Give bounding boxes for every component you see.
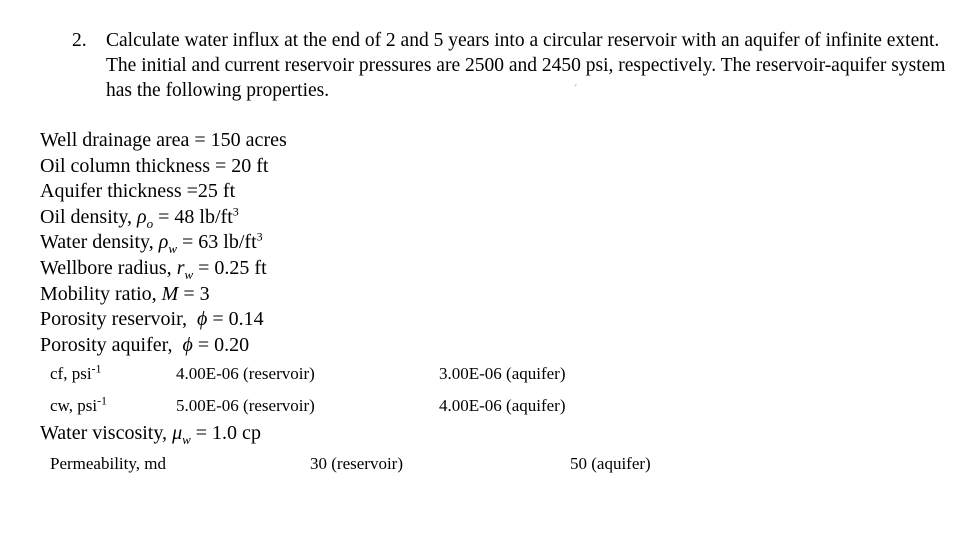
porosity-res-label: Porosity reservoir, — [40, 308, 197, 331]
wellbore-sub: w — [184, 266, 194, 282]
cw-label: cw, psi$^{-1}$ — [50, 393, 108, 415]
cw-aquifer: 4.00E-06 (aquifer) — [439, 396, 566, 415]
prop-porosity-aquifer — [40, 333, 287, 359]
viscosity-sub: w — [182, 432, 191, 447]
prop-wellbore-radius — [40, 256, 287, 282]
prop-oil-density — [40, 205, 287, 231]
porosity-aq-value: = 0.20 — [192, 333, 250, 356]
perm-aquifer: 50 (aquifer) — [570, 454, 651, 473]
viscosity-symbol: μ — [172, 422, 183, 444]
properties-list — [40, 128, 287, 358]
prop-aquifer-thickness: Aquifer thickness =25 ft — [40, 180, 236, 203]
oil-density-exp: 3 — [232, 204, 239, 219]
porosity-aq-label: Porosity aquifer, — [40, 333, 183, 356]
cf-reservoir: 4.00E-06 (reservoir) — [176, 364, 315, 383]
wellbore-value: = 0.25 ft — [193, 256, 267, 279]
mobility-symbol: M — [161, 282, 179, 305]
problem-number: 2. — [72, 30, 87, 51]
wellbore-label: Wellbore radius, — [40, 256, 177, 279]
wellbore-symbol: r — [176, 256, 185, 279]
prop-porosity-reservoir — [40, 307, 287, 333]
problem-statement — [72, 28, 962, 103]
cf-aquifer: 3.00E-06 (aquifer) — [439, 364, 566, 383]
porosity-aq-symbol: ϕ — [182, 333, 193, 356]
oil-density-value: = 48 lb/ft — [153, 205, 233, 228]
mobility-value: = 3 — [178, 282, 210, 305]
oil-density-symbol: ρ — [137, 205, 147, 228]
perm-label: Permeability, md — [50, 454, 166, 473]
prop-oil-column: Oil column thickness = 20 ft — [40, 154, 269, 177]
viscosity-label: Water viscosity, — [40, 422, 173, 444]
water-density-exp: 3 — [256, 229, 263, 244]
stray-mark: ´ — [574, 84, 578, 95]
cf-exp: -1 — [91, 361, 102, 376]
mobility-label: Mobility ratio, — [40, 282, 162, 305]
perm-reservoir: 30 (reservoir) — [310, 454, 403, 473]
cf-label: cf, psi$^{-1}$ — [50, 361, 102, 383]
oil-density-label: Oil density, — [40, 205, 138, 228]
water-density-sub: w — [168, 241, 178, 257]
prop-mobility-ratio — [40, 282, 287, 308]
porosity-res-value: = 0.14 — [207, 308, 264, 331]
cw-exp: -1 — [97, 393, 108, 408]
cw-reservoir: 5.00E-06 (reservoir) — [176, 396, 315, 415]
water-density-value: = 63 lb/ft — [177, 231, 257, 254]
oil-density-sub: o — [146, 215, 154, 231]
water-density-label: Water density, — [40, 231, 159, 254]
prop-water-viscosity — [40, 421, 261, 447]
water-density-symbol: ρ — [158, 231, 169, 254]
prop-water-density — [40, 230, 287, 256]
problem-text: Calculate water influx at the end of 2 and 5 years into a circular reservoir with an aquifer of infinite extent. The initial and current reservoir pressures are 2500 and 2450 psi, respectively. The reservoir-aquifer system has the following properties. — [106, 30, 946, 101]
prop-drainage-area: Well drainage area = 150 acres — [40, 129, 287, 151]
porosity-res-symbol: ϕ — [196, 308, 208, 331]
viscosity-value: = 1.0 cp — [190, 422, 261, 444]
